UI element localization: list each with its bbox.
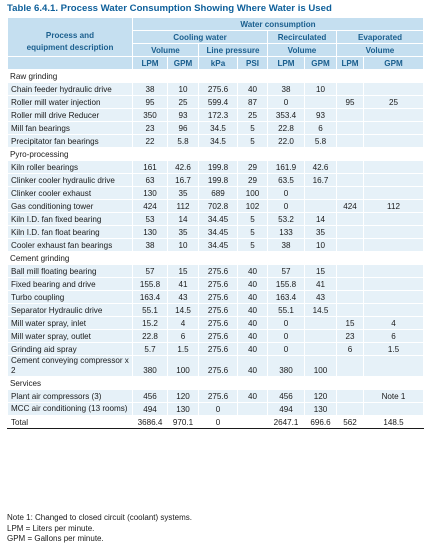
evaporated-gpm-cell [364, 83, 424, 96]
row-description: Mill fan bearings [8, 122, 133, 135]
recirculated-lpm-cell: 161.9 [268, 161, 305, 174]
cooling-lpm-cell: 55.1 [133, 304, 168, 317]
cooling-lpm-cell: 424 [133, 200, 168, 213]
evaporated-gpm-cell: 4 [364, 317, 424, 330]
row-description: Kiln I.D. fan float bearing [8, 226, 133, 239]
table-row [8, 122, 424, 135]
section-title: Pyro-processing [8, 148, 424, 161]
evaporated-gpm-cell: 25 [364, 96, 424, 109]
cooling-gpm-cell: 10 [168, 239, 199, 252]
cooling-lpm-cell: 63 [133, 174, 168, 187]
cooling-gpm-cell: 130 [168, 403, 199, 416]
table-notes [7, 513, 192, 545]
recirculated-lpm-cell: 53.2 [268, 213, 305, 226]
table-row [8, 187, 424, 200]
cooling-gpm-cell: 14 [168, 213, 199, 226]
cooling-lpm-cell: 130 [133, 226, 168, 239]
recirculated-lpm-cell: 0 [268, 343, 305, 356]
recirculated-gpm-cell [305, 200, 337, 213]
cooling-gpm-cell: 41 [168, 278, 199, 291]
cooling-gpm-cell: 5.8 [168, 135, 199, 148]
recirculated-lpm-cell: 163.4 [268, 291, 305, 304]
cooling-lpm-cell: 130 [133, 187, 168, 200]
cooling-lpm-cell: 22 [133, 135, 168, 148]
recirculated-volume-header: Volume [268, 44, 337, 57]
cooling-gpm-cell: 15 [168, 265, 199, 278]
row-description: Mill water spray, inlet [8, 317, 133, 330]
recirculated-lpm-cell: 22.8 [268, 122, 305, 135]
recirculated-gpm-cell: 35 [305, 226, 337, 239]
psi-cell: 40 [238, 304, 268, 317]
evaporated-gpm-cell [364, 174, 424, 187]
section-row [8, 377, 424, 390]
table-row [8, 83, 424, 96]
total-label: Total [8, 416, 133, 429]
cooling-gpm-cell: 4 [168, 317, 199, 330]
table-row [8, 356, 424, 377]
evaporated-header: Evaporated [337, 31, 424, 44]
evaporated-lpm-cell [337, 135, 364, 148]
evaporated-lpm-cell [337, 390, 364, 403]
row-description: Grinding aid spray [8, 343, 133, 356]
psi-cell: 5 [238, 122, 268, 135]
table-row [8, 161, 424, 174]
row-description: Clinker cooler exhaust [8, 187, 133, 200]
cooling-gpm-cell: 43 [168, 291, 199, 304]
psi-header: PSI [238, 57, 268, 70]
psi-cell: 29 [238, 174, 268, 187]
psi-cell: 5 [238, 226, 268, 239]
evaporated-gpm-cell [364, 403, 424, 416]
psi-cell: 100 [238, 187, 268, 200]
psi-cell: 40 [238, 83, 268, 96]
evaporated-lpm-cell [337, 265, 364, 278]
kpa-cell: 34.45 [199, 226, 238, 239]
recirculated-lpm-cell: 63.5 [268, 174, 305, 187]
cooling-lpm-cell: 163.4 [133, 291, 168, 304]
water-consumption-table [7, 17, 424, 429]
cooling-gpm-cell: 25 [168, 96, 199, 109]
psi-cell: 5 [238, 213, 268, 226]
row-description: MCC air conditioning (13 rooms) [8, 403, 133, 416]
cooling-gpm-cell: 35 [168, 226, 199, 239]
recirculated-gpm-cell [305, 187, 337, 200]
row-description: Chain feeder hydraulic drive [8, 83, 133, 96]
row-description: Cooler exhaust fan bearings [8, 239, 133, 252]
table-row [8, 278, 424, 291]
kpa-cell: 0 [199, 403, 238, 416]
cooling-lpm-cell: 38 [133, 83, 168, 96]
row-description: Fixed bearing and drive [8, 278, 133, 291]
section-title: Services [8, 377, 424, 390]
table-row [8, 390, 424, 403]
note-1: Note 1: Changed to closed circuit (coolant) systems. [7, 513, 192, 522]
evaporated-gpm-cell: 112 [364, 200, 424, 213]
evaporated-lpm-cell: 15 [337, 317, 364, 330]
evaporated-gpm-cell: Note 1 [364, 390, 424, 403]
kpa-cell: 275.6 [199, 317, 238, 330]
water-consumption-header: Water consumption [133, 18, 424, 31]
evaporated-gpm-cell [364, 161, 424, 174]
cooling-gpm-cell: 10 [168, 83, 199, 96]
total-row [8, 416, 424, 429]
kpa-cell: 275.6 [199, 390, 238, 403]
table-row [8, 403, 424, 416]
evaporated-lpm-cell [337, 213, 364, 226]
evaporated-lpm-cell [337, 226, 364, 239]
kpa-cell: 275.6 [199, 330, 238, 343]
recirculated-gpm-cell: 42.6 [305, 161, 337, 174]
cooling-lpm-cell: 456 [133, 390, 168, 403]
line-pressure-header: Line pressure [199, 44, 268, 57]
cooling-gpm-cell: 42.6 [168, 161, 199, 174]
cooling-gpm-cell: 35 [168, 187, 199, 200]
row-description: Roller mill water injection [8, 96, 133, 109]
recirculated-gpm-cell: 15 [305, 265, 337, 278]
cooling-gpm-cell: 120 [168, 390, 199, 403]
psi-cell: 40 [238, 265, 268, 278]
evaporated-lpm-cell [337, 174, 364, 187]
evaporated-lpm-cell [337, 278, 364, 291]
kpa-cell: 34.5 [199, 122, 238, 135]
cooling-volume-header: Volume [133, 44, 199, 57]
cooling-lpm-cell: 22.8 [133, 330, 168, 343]
total-recirculated-lpm-cell: 2647.1 [268, 416, 305, 429]
psi-cell: 40 [238, 278, 268, 291]
psi-cell: 40 [238, 317, 268, 330]
recirculated-gpm-header: GPM [305, 57, 337, 70]
recirculated-gpm-cell [305, 317, 337, 330]
cooling-gpm-cell: 100 [168, 356, 199, 377]
psi-cell: 29 [238, 161, 268, 174]
cooling-lpm-cell: 155.8 [133, 278, 168, 291]
evaporated-lpm-cell: 424 [337, 200, 364, 213]
section-row [8, 252, 424, 265]
cooling-gpm-cell: 16.7 [168, 174, 199, 187]
table-row [8, 291, 424, 304]
kpa-cell: 199.8 [199, 161, 238, 174]
total-kpa-cell: 0 [199, 416, 238, 429]
table-row [8, 265, 424, 278]
table-row [8, 330, 424, 343]
kpa-cell: 172.3 [199, 109, 238, 122]
cooling-gpm-cell: 14.5 [168, 304, 199, 317]
kpa-cell: 689 [199, 187, 238, 200]
evaporated-lpm-cell [337, 109, 364, 122]
evaporated-gpm-cell [364, 265, 424, 278]
recirculated-lpm-cell: 0 [268, 200, 305, 213]
row-description: Plant air compressors (3) [8, 390, 133, 403]
psi-cell: 102 [238, 200, 268, 213]
recirculated-lpm-cell: 380 [268, 356, 305, 377]
cooling-gpm-cell: 96 [168, 122, 199, 135]
psi-cell: 40 [238, 356, 268, 377]
evaporated-gpm-cell [364, 239, 424, 252]
cooling-lpm-cell: 95 [133, 96, 168, 109]
row-description: Clinker cooler hydraulic drive [8, 174, 133, 187]
evaporated-volume-header: Volume [337, 44, 424, 57]
evaporated-gpm-cell [364, 122, 424, 135]
evaporated-gpm-cell [364, 291, 424, 304]
kpa-cell: 275.6 [199, 356, 238, 377]
kpa-cell: 702.8 [199, 200, 238, 213]
kpa-cell: 599.4 [199, 96, 238, 109]
total-cooling-lpm-cell: 3686.4 [133, 416, 168, 429]
recirculated-gpm-cell: 100 [305, 356, 337, 377]
recirculated-lpm-cell: 38 [268, 83, 305, 96]
psi-cell: 87 [238, 96, 268, 109]
recirculated-gpm-cell: 93 [305, 109, 337, 122]
kpa-cell: 275.6 [199, 278, 238, 291]
psi-cell: 40 [238, 291, 268, 304]
table-row [8, 343, 424, 356]
table-row [8, 239, 424, 252]
cooling-lpm-cell: 350 [133, 109, 168, 122]
recirculated-gpm-cell: 14.5 [305, 304, 337, 317]
table-row [8, 109, 424, 122]
table-row [8, 213, 424, 226]
kpa-cell: 275.6 [199, 291, 238, 304]
recirculated-gpm-cell [305, 343, 337, 356]
row-description: Gas conditioning tower [8, 200, 133, 213]
cooling-gpm-cell: 1.5 [168, 343, 199, 356]
kpa-cell: 275.6 [199, 343, 238, 356]
kpa-cell: 34.45 [199, 239, 238, 252]
table-caption: Table 6.4.1. Process Water Consumption Showing Where Water is Used [7, 3, 332, 14]
table-row [8, 317, 424, 330]
psi-cell: 40 [238, 330, 268, 343]
recirculated-gpm-cell: 43 [305, 291, 337, 304]
table-row [8, 304, 424, 317]
evaporated-gpm-cell: 6 [364, 330, 424, 343]
table-row [8, 174, 424, 187]
kpa-cell: 275.6 [199, 265, 238, 278]
evaporated-lpm-cell: 6 [337, 343, 364, 356]
evaporated-lpm-cell [337, 83, 364, 96]
evaporated-lpm-cell [337, 122, 364, 135]
total-evaporated-gpm-cell: 148.5 [364, 416, 424, 429]
row-description: Kiln roller bearings [8, 161, 133, 174]
total-evaporated-lpm-cell: 562 [337, 416, 364, 429]
row-description: Turbo coupling [8, 291, 133, 304]
recirculated-lpm-cell: 0 [268, 330, 305, 343]
cooling-gpm-cell: 93 [168, 109, 199, 122]
recirculated-lpm-cell: 494 [268, 403, 305, 416]
cooling-gpm-header: GPM [168, 57, 199, 70]
cooling-gpm-cell: 112 [168, 200, 199, 213]
evaporated-gpm-cell [364, 278, 424, 291]
evaporated-gpm-header: GPM [364, 57, 424, 70]
recirculated-gpm-cell: 10 [305, 83, 337, 96]
process-description-header [8, 18, 133, 57]
row-description: Cement conveying compressor x 2 [8, 356, 133, 377]
row-description: Precipitator fan bearings [8, 135, 133, 148]
cooling-lpm-header: LPM [133, 57, 168, 70]
evaporated-lpm-cell [337, 187, 364, 200]
note-lpm: LPM = Liters per minute. [7, 523, 95, 533]
cooling-lpm-cell: 15.2 [133, 317, 168, 330]
recirculated-gpm-cell: 120 [305, 390, 337, 403]
evaporated-lpm-cell [337, 304, 364, 317]
table-row [8, 226, 424, 239]
recirculated-gpm-cell [305, 330, 337, 343]
evaporated-lpm-cell [337, 239, 364, 252]
recirculated-gpm-cell: 41 [305, 278, 337, 291]
recirculated-gpm-cell: 10 [305, 239, 337, 252]
evaporated-gpm-cell [364, 356, 424, 377]
psi-cell: 40 [238, 343, 268, 356]
recirculated-lpm-cell: 38 [268, 239, 305, 252]
recirculated-gpm-cell: 14 [305, 213, 337, 226]
recirculated-lpm-cell: 133 [268, 226, 305, 239]
evaporated-gpm-cell [364, 226, 424, 239]
recirculated-gpm-cell: 130 [305, 403, 337, 416]
recirculated-lpm-header: LPM [268, 57, 305, 70]
recirculated-lpm-cell: 22.0 [268, 135, 305, 148]
evaporated-gpm-cell [364, 109, 424, 122]
evaporated-gpm-cell [364, 187, 424, 200]
recirculated-lpm-cell: 57 [268, 265, 305, 278]
evaporated-lpm-cell: 23 [337, 330, 364, 343]
total-psi-cell [238, 416, 268, 429]
row-description: Ball mill floating bearing [8, 265, 133, 278]
recirculated-lpm-cell: 155.8 [268, 278, 305, 291]
cooling-lpm-cell: 23 [133, 122, 168, 135]
process-description-header-line1: Process and [45, 31, 95, 40]
table-row [8, 96, 424, 109]
section-row [8, 148, 424, 161]
recirculated-lpm-cell: 0 [268, 96, 305, 109]
total-cooling-gpm-cell: 970.1 [168, 416, 199, 429]
evaporated-gpm-cell [364, 213, 424, 226]
kpa-cell: 34.5 [199, 135, 238, 148]
cooling-lpm-cell: 5.7 [133, 343, 168, 356]
cooling-gpm-cell: 6 [168, 330, 199, 343]
cooling-lpm-cell: 380 [133, 356, 168, 377]
recirculated-lpm-cell: 0 [268, 187, 305, 200]
evaporated-lpm-cell: 95 [337, 96, 364, 109]
recirculated-gpm-cell [305, 96, 337, 109]
section-row [8, 70, 424, 83]
cooling-lpm-cell: 38 [133, 239, 168, 252]
evaporated-lpm-cell [337, 356, 364, 377]
cooling-lpm-cell: 57 [133, 265, 168, 278]
evaporated-lpm-cell [337, 403, 364, 416]
evaporated-gpm-cell [364, 304, 424, 317]
kpa-cell: 275.6 [199, 304, 238, 317]
cooling-lpm-cell: 161 [133, 161, 168, 174]
total-recirculated-gpm-cell: 696.6 [305, 416, 337, 429]
recirculated-gpm-cell: 16.7 [305, 174, 337, 187]
table-row [8, 200, 424, 213]
recirculated-lpm-cell: 456 [268, 390, 305, 403]
process-description-header-line2: equipment description [26, 43, 114, 52]
table-row [8, 135, 424, 148]
row-description: Separator Hydraulic drive [8, 304, 133, 317]
evaporated-gpm-cell: 1.5 [364, 343, 424, 356]
row-description: Kiln I.D. fan fixed bearing [8, 213, 133, 226]
evaporated-lpm-cell [337, 291, 364, 304]
evaporated-lpm-header: LPM [337, 57, 364, 70]
row-description: Roller mill drive Reducer [8, 109, 133, 122]
note-gpm: GPM = Gallons per minute. [7, 534, 104, 543]
cooling-lpm-cell: 53 [133, 213, 168, 226]
recirculated-gpm-cell: 5.8 [305, 135, 337, 148]
evaporated-lpm-cell [337, 161, 364, 174]
psi-cell: 25 [238, 109, 268, 122]
psi-cell: 5 [238, 239, 268, 252]
kpa-header: kPa [199, 57, 238, 70]
evaporated-gpm-cell [364, 135, 424, 148]
recirculated-lpm-cell: 55.1 [268, 304, 305, 317]
kpa-cell: 34.45 [199, 213, 238, 226]
row-description: Mill water spray, outlet [8, 330, 133, 343]
recirculated-gpm-cell: 6 [305, 122, 337, 135]
section-title: Cement grinding [8, 252, 424, 265]
kpa-cell: 275.6 [199, 83, 238, 96]
recirculated-lpm-cell: 353.4 [268, 109, 305, 122]
cooling-lpm-cell: 494 [133, 403, 168, 416]
psi-cell [238, 403, 268, 416]
psi-cell: 40 [238, 390, 268, 403]
recirculated-header: Recirculated [268, 31, 337, 44]
psi-cell: 5 [238, 135, 268, 148]
cooling-water-header: Cooling water [133, 31, 268, 44]
recirculated-lpm-cell: 0 [268, 317, 305, 330]
units-header-spacer [8, 57, 133, 70]
section-title: Raw grinding [8, 70, 424, 83]
kpa-cell: 199.8 [199, 174, 238, 187]
